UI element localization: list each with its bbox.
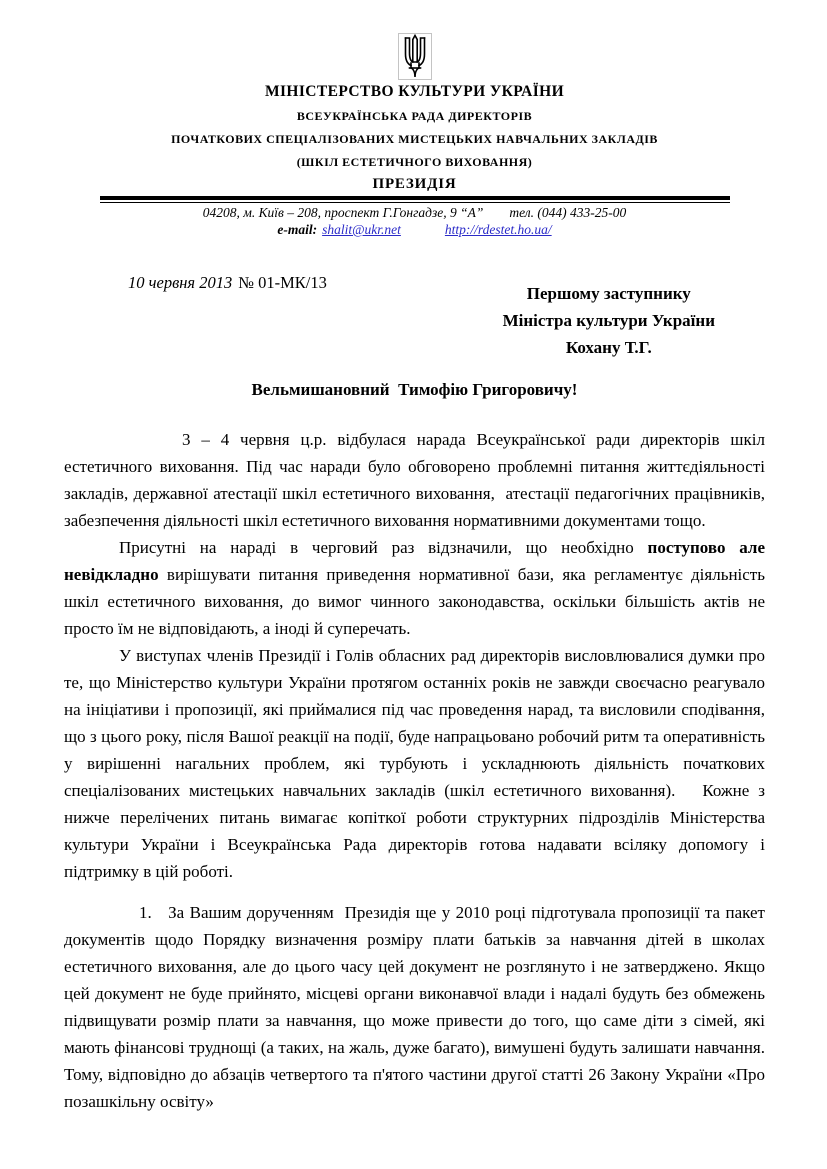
paragraph-2-bold-emphasis: поступово але невідкладно: [64, 538, 770, 584]
reference-date: 10 червня 2013: [128, 273, 233, 292]
ministry-title: МІНІСТЕРСТВО КУЛЬТУРИ УКРАЇНИ: [264, 83, 565, 100]
recipient-block: [503, 280, 715, 361]
reference-recipient-row: [64, 273, 765, 361]
contact-phone: тел. (044) 433-25-00: [509, 205, 627, 220]
council-title-line-3: (ШКІЛ ЕСТЕТИЧНОГО ВИХОВАННЯ): [296, 155, 533, 169]
council-title-line-1: ВСЕУКРАЇНСЬКА РАДА ДИРЕКТОРІВ: [296, 109, 533, 123]
letter-body: [64, 426, 770, 1115]
recipient-line-1: Першому заступнику: [526, 284, 691, 303]
website-link[interactable]: http://rdestet.ho.ua/: [444, 222, 552, 237]
recipient-line-2: Міністра культури України: [502, 311, 715, 330]
contact-address: 04208, м. Київ – 208, проспект Г.Гонгадзе, 9 “А”: [202, 205, 484, 220]
body-paragraph-3: У виступах членів Президії і Голів обласних рад директорів висловлювалися думки про те, що Міністерство культури України протягом останніх років не завжди своєчасно реагувало на ініціативи і пропозиції, які приймалися під час проведення нарад, та висловили сподівання, що з цього року, після Вашої реакції на події, буде напрацьовано робочий ритм та оперативність у вирішенні нагальних проблем, які турбують і ускладнюють діяльність початкових спеціалізованих мистецьких навчальних закладів (шкіл естетичного виховання). Кожне з нижче перелічених питань вимагає копіткої роботи структурних підрозділів Міністерства культури України і Всеукраїнська Рада директорів готова надавати всіляку допомогу і підтримку в цій роботі.: [64, 646, 770, 881]
contact-links-line: [64, 222, 765, 237]
body-paragraph-1: 3 – 4 червня ц.р. відбулася нарада Всеукраїнської ради директорів шкіл естетичного виховання. Під час наради було обговорено проблемні питання життєдіяльності закладів, державної атестації шкіл естетичного виховання, атестації педагогічних працівників, забезпечення діяльності шкіл естетичного виховання нормативними документами тощо.: [64, 430, 770, 530]
recipient-line-3: Кохану Т.Г.: [565, 338, 652, 357]
paragraph-2-text-start: Присутні на нараді в черговий раз відзначили, що необхідно: [119, 538, 648, 557]
reference-number: № 01-МК/13: [238, 273, 327, 292]
paragraph-2-text-end: вирішувати питання приведення нормативної бази, яка регламентує діяльність шкіл естетичного виховання, до вимог чинного законодавства, оскільки більшість актів не просто їм не відповідають, а іноді й суперечать.: [64, 565, 770, 638]
salutation: Вельмишановний Тимофію Григоровичу!: [251, 380, 578, 399]
body-paragraph-4: 1. За Вашим дорученням Президія ще у 2010 році підготувала пропозиції та пакет документів щодо Порядку визначення розміру плати батьків за навчання дітей в школах естетичного виховання, але до цього часу цей документ не розглянуто і не затверджено. Якщо цей документ не буде прийнято, місцеві органи виконавчої влади і надалі будуть без обмежень підвищувати розмір плати за навчання, що може привести до того, що саме діти з сімей, які мають фінансові труднощі (а таких, на жаль, дуже багато), вимушені будуть залишати навчання. Тому, відповідно до абзаців четвертого та п'ятого частини другої статті 26 Закону України «Про позашкільну освіту»: [64, 903, 770, 1111]
reference-line: [128, 273, 327, 293]
council-title-line-2: ПОЧАТКОВИХ СПЕЦІАЛІЗОВАНИХ МИСТЕЦЬКИХ НАВЧАЛЬНИХ ЗАКЛАДІВ: [171, 132, 658, 146]
ukraine-trident-emblem-icon: [64, 33, 765, 80]
email-label: e-mail:: [277, 222, 318, 237]
letterhead-divider: [100, 196, 730, 203]
contact-block: [64, 205, 765, 237]
presidium-title: ПРЕЗИДІЯ: [372, 176, 457, 192]
contact-address-line: [64, 205, 765, 220]
email-link[interactable]: shalit@ukr.net: [322, 222, 401, 237]
body-paragraph-2: [64, 534, 770, 642]
letterhead: [64, 33, 765, 193]
